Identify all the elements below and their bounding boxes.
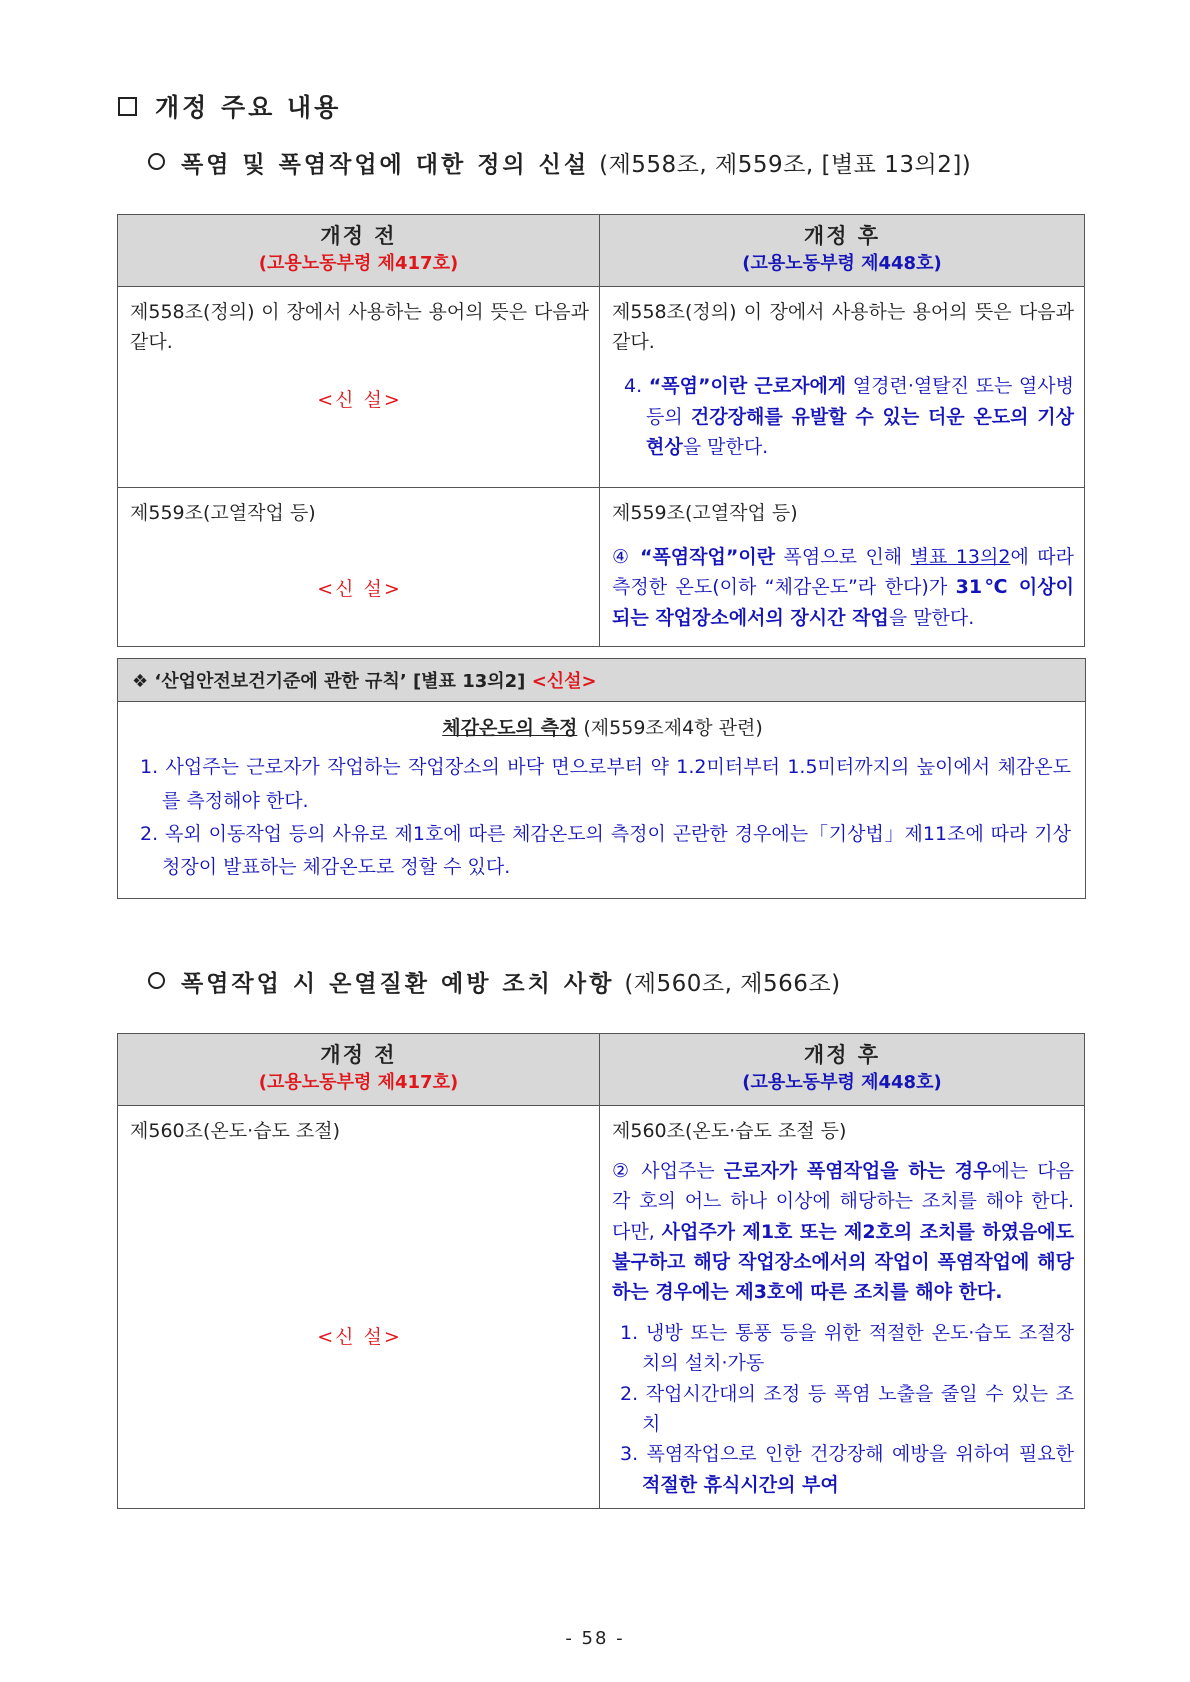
- header-after-sub: (고용노동부령 제448호): [742, 1072, 942, 1094]
- header-before-title: 개정 전: [320, 1043, 397, 1067]
- s2-paragraph: [612, 1156, 1074, 1308]
- circle-bullet-icon: [148, 153, 165, 170]
- header-after-title: 개정 후: [803, 224, 881, 248]
- main-heading: [118, 88, 341, 124]
- row2-before-text: 제559조(고열작업 등): [130, 501, 316, 524]
- appendix-reference: 별표 13의2: [910, 545, 1011, 568]
- header-after: [600, 215, 1085, 287]
- para-text: 사업주는: [632, 1159, 724, 1182]
- note-header-tag: <신설>: [531, 671, 597, 692]
- s2-new-mark: <신 설>: [317, 1325, 402, 1348]
- item-text: 열경련·열탈진 또는 열사병 등의: [646, 375, 1074, 428]
- para-bold: 근로자가 폭염작업을 하는 경우: [723, 1159, 992, 1182]
- row2-new-mark: <신 설>: [317, 577, 402, 600]
- circle-bullet-icon: [148, 972, 165, 989]
- header-after: [600, 1034, 1085, 1106]
- header-after-sub: (고용노동부령 제448호): [742, 253, 942, 275]
- page-number: - 58 -: [565, 1628, 625, 1649]
- section1-title: 폭염 및 폭염작업에 대한 정의 신설: [181, 152, 590, 178]
- para-number: ②: [612, 1159, 633, 1182]
- row2-before-cell: [118, 487, 600, 646]
- para-bold: 사업주가 제1호 또는 제2호의 조치를 하였음에도 불구하고 해당 작업장소에서의 작업이 폭염작업에 해당하는 경우에는 제3호에 따른 조치를 해야 한다.: [612, 1220, 1074, 1304]
- section1-comparison-table: [117, 214, 1085, 647]
- square-bullet-icon: [118, 97, 137, 116]
- item-bold: “폭염”이란 근로자에게: [648, 375, 847, 398]
- s2-list-item: [612, 1439, 1074, 1500]
- item-number: ④: [612, 545, 632, 568]
- row1-after-text: 제558조(정의) 이 장에서 사용하는 용어의 뜻은 다음과 같다.: [612, 300, 1074, 353]
- item-text: 에 따라 측정한 온도(이하 “체감온도”라 한다)가: [612, 545, 1074, 599]
- section2-heading: [148, 965, 841, 998]
- item-text: 폭염으로 인해: [775, 545, 911, 568]
- header-after-title: 개정 후: [803, 1043, 881, 1067]
- s2-after-cell: [600, 1105, 1085, 1509]
- s2-before-cell: [118, 1105, 600, 1509]
- row1-after-item: [612, 371, 1074, 462]
- note-item: 1. 사업주는 근로자가 작업하는 작업장소의 바닥 면으로부터 약 1.2미터부터 1.5미터까지의 높이에서 체감온도를 측정해야 한다.: [140, 756, 1071, 812]
- row2-after-text: 제559조(고열작업 등): [612, 501, 798, 524]
- item-number: 4.: [624, 375, 643, 398]
- header-before-sub: (고용노동부령 제417호): [258, 253, 459, 275]
- row1-after-cell: [600, 286, 1085, 487]
- row1-before-text: 제558조(정의) 이 장에서 사용하는 용어의 뜻은 다음과 같다.: [130, 300, 589, 353]
- note-body: [118, 702, 1085, 898]
- row1-before-cell: [118, 286, 600, 487]
- section2-title: 폭염작업 시 온열질환 예방 조치 사항: [181, 971, 615, 997]
- s2-list-item: 2. 작업시간대의 조정 등 폭염 노출을 줄일 수 있는 조치: [620, 1382, 1074, 1436]
- s2-after-text: 제560조(온도·습도 조절 등): [612, 1119, 847, 1142]
- row2-after-cell: [600, 487, 1085, 646]
- item-bold: 31℃ 이상이 되는 작업장소에서의 장시간 작업: [612, 576, 1074, 629]
- note-item: 2. 옥외 이동작업 등의 사유로 제1호에 따른 체감온도의 측정이 곤란한 경우에는「기상법」제11조에 따라 기상청장이 발표하는 체감온도로 정할 수 있다.: [140, 822, 1071, 878]
- section2-comparison-table: [117, 1033, 1085, 1509]
- note-title: [134, 712, 1071, 745]
- header-before-sub: (고용노동부령 제417호): [258, 1072, 459, 1094]
- section1-ref: (제558조, 제559조, [별표 13의2]): [599, 152, 972, 178]
- header-before: [118, 215, 600, 287]
- item-text: 을 말한다.: [888, 606, 975, 629]
- main-heading-text: 개정 주요 내용: [155, 93, 342, 122]
- item-text: 을 말한다.: [682, 436, 769, 459]
- para-text: 에는 다음 각 호의 어느 하나 이상에 해당하는 조치를 해야 한다. 다만,: [612, 1159, 1074, 1243]
- item3-bold: 적절한 휴식시간의 부여: [642, 1473, 839, 1496]
- diamond-bullet-icon: ❖: [132, 671, 149, 692]
- note-header-text: ‘산업안전보건기준에 관한 규칙’ [별표 13의2]: [154, 671, 526, 692]
- item3-text: 3. 폭염작업으로 인한 건강장해 예방을 위하여 필요한: [620, 1443, 1074, 1466]
- section1-heading: [148, 146, 971, 179]
- appendix-note-box: [117, 658, 1086, 899]
- item-bold: 건강장해를 유발할 수 있는 더운 온도의 기상현상: [646, 405, 1075, 459]
- section2-ref: (제560조, 제566조): [624, 971, 841, 997]
- note-title-text: 체감온도의 측정: [442, 717, 578, 739]
- header-before-title: 개정 전: [320, 224, 397, 248]
- s2-list-item: 1. 냉방 또는 통풍 등을 위한 적절한 온도·습도 조절장치의 설치·가동: [620, 1321, 1074, 1375]
- header-before: [118, 1034, 600, 1106]
- note-header: [118, 659, 1085, 702]
- row2-after-item: [612, 542, 1074, 633]
- note-title-ref: (제559조제4항 관련): [583, 717, 763, 739]
- row1-new-mark: <신 설>: [317, 389, 402, 412]
- s2-before-text: 제560조(온도·습도 조절): [130, 1119, 341, 1142]
- item-bold: “폭염작업”이란: [639, 545, 776, 568]
